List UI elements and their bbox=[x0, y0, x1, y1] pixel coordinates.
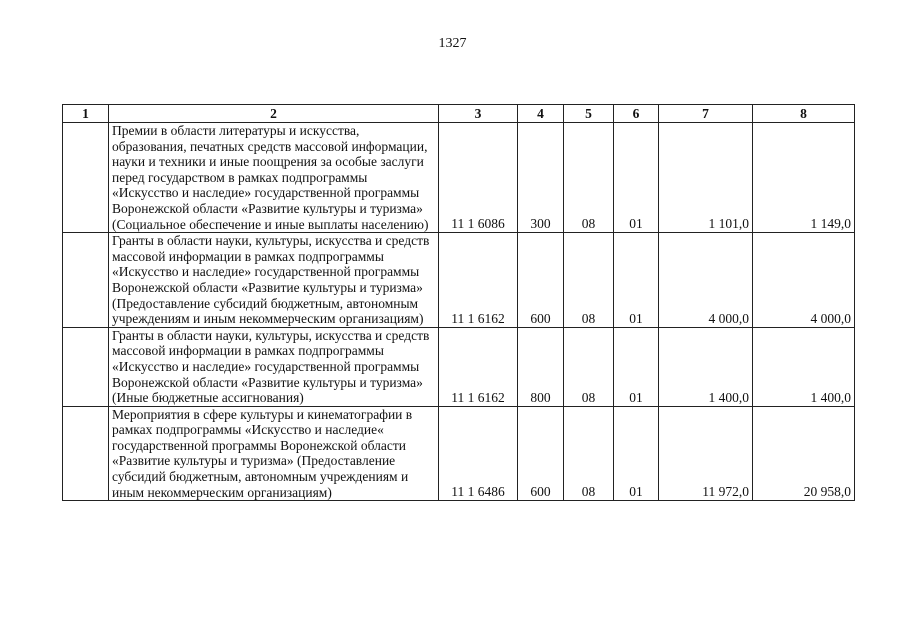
row-index-cell bbox=[63, 406, 109, 501]
column-header: 1 bbox=[63, 105, 109, 123]
column-header: 5 bbox=[564, 105, 614, 123]
expense-type-code: 800 bbox=[518, 327, 564, 406]
expense-type-code: 300 bbox=[518, 123, 564, 233]
budget-table bbox=[62, 104, 855, 501]
expense-type-code: 600 bbox=[518, 233, 564, 328]
table-row bbox=[63, 123, 855, 233]
header-row bbox=[63, 105, 855, 123]
section-code: 08 bbox=[564, 327, 614, 406]
column-header: 7 bbox=[659, 105, 753, 123]
amount-col8: 1 400,0 bbox=[753, 327, 855, 406]
column-header: 8 bbox=[753, 105, 855, 123]
row-description: Мероприятия в сфере культуры и кинематографии в рамках подпрограммы «Искусство и наследие« государственной программы Воронежской области «Развитие культуры и туризма» (Предоставление субсидий бюджетным, автономным учреждениям и иным некоммерческим организациям) bbox=[109, 406, 439, 501]
column-header: 2 bbox=[109, 105, 439, 123]
target-article-code: 11 1 6086 bbox=[439, 123, 518, 233]
page-number: 1327 bbox=[438, 36, 467, 51]
subsection-code: 01 bbox=[614, 327, 659, 406]
subsection-code: 01 bbox=[614, 406, 659, 501]
amount-col7: 1 400,0 bbox=[659, 327, 753, 406]
column-header: 4 bbox=[518, 105, 564, 123]
amount-col8: 4 000,0 bbox=[753, 233, 855, 328]
column-header: 3 bbox=[439, 105, 518, 123]
target-article-code: 11 1 6162 bbox=[439, 233, 518, 328]
section-code: 08 bbox=[564, 406, 614, 501]
column-header: 6 bbox=[614, 105, 659, 123]
amount-col7: 1 101,0 bbox=[659, 123, 753, 233]
row-index-cell bbox=[63, 233, 109, 328]
table-row bbox=[63, 327, 855, 406]
row-index-cell bbox=[63, 123, 109, 233]
target-article-code: 11 1 6162 bbox=[439, 327, 518, 406]
table-row bbox=[63, 406, 855, 501]
amount-col7: 11 972,0 bbox=[659, 406, 753, 501]
section-code: 08 bbox=[564, 233, 614, 328]
target-article-code: 11 1 6486 bbox=[439, 406, 518, 501]
amount-col7: 4 000,0 bbox=[659, 233, 753, 328]
row-description: Гранты в области науки, культуры, искусства и средств массовой информации в рамках подпрограммы «Искусство и наследие» государственной программы Воронежской области «Развитие культуры и туризма» (Иные бюджетные ассигнования) bbox=[109, 327, 439, 406]
table-row bbox=[63, 233, 855, 328]
amount-col8: 1 149,0 bbox=[753, 123, 855, 233]
row-description: Гранты в области науки, культуры, искусства и средств массовой информации в рамках подпрограммы «Искусство и наследие» государственной программы Воронежской области «Развитие культуры и туризма» (Предоставление субсидий бюджетным, автономным учреждениям и иным некоммерческим организациям) bbox=[109, 233, 439, 328]
subsection-code: 01 bbox=[614, 123, 659, 233]
row-index-cell bbox=[63, 327, 109, 406]
row-description: Премии в области литературы и искусства, образования, печатных средств массовой информации, науки и техники и иные поощрения за особые заслуги перед государством в рамках подпрограммы «Искусство и наследие» государственной программы Воронежской области «Развитие культуры и туризма» (Социальное обеспечение и иные выплаты населению) bbox=[109, 123, 439, 233]
amount-col8: 20 958,0 bbox=[753, 406, 855, 501]
subsection-code: 01 bbox=[614, 233, 659, 328]
expense-type-code: 600 bbox=[518, 406, 564, 501]
section-code: 08 bbox=[564, 123, 614, 233]
